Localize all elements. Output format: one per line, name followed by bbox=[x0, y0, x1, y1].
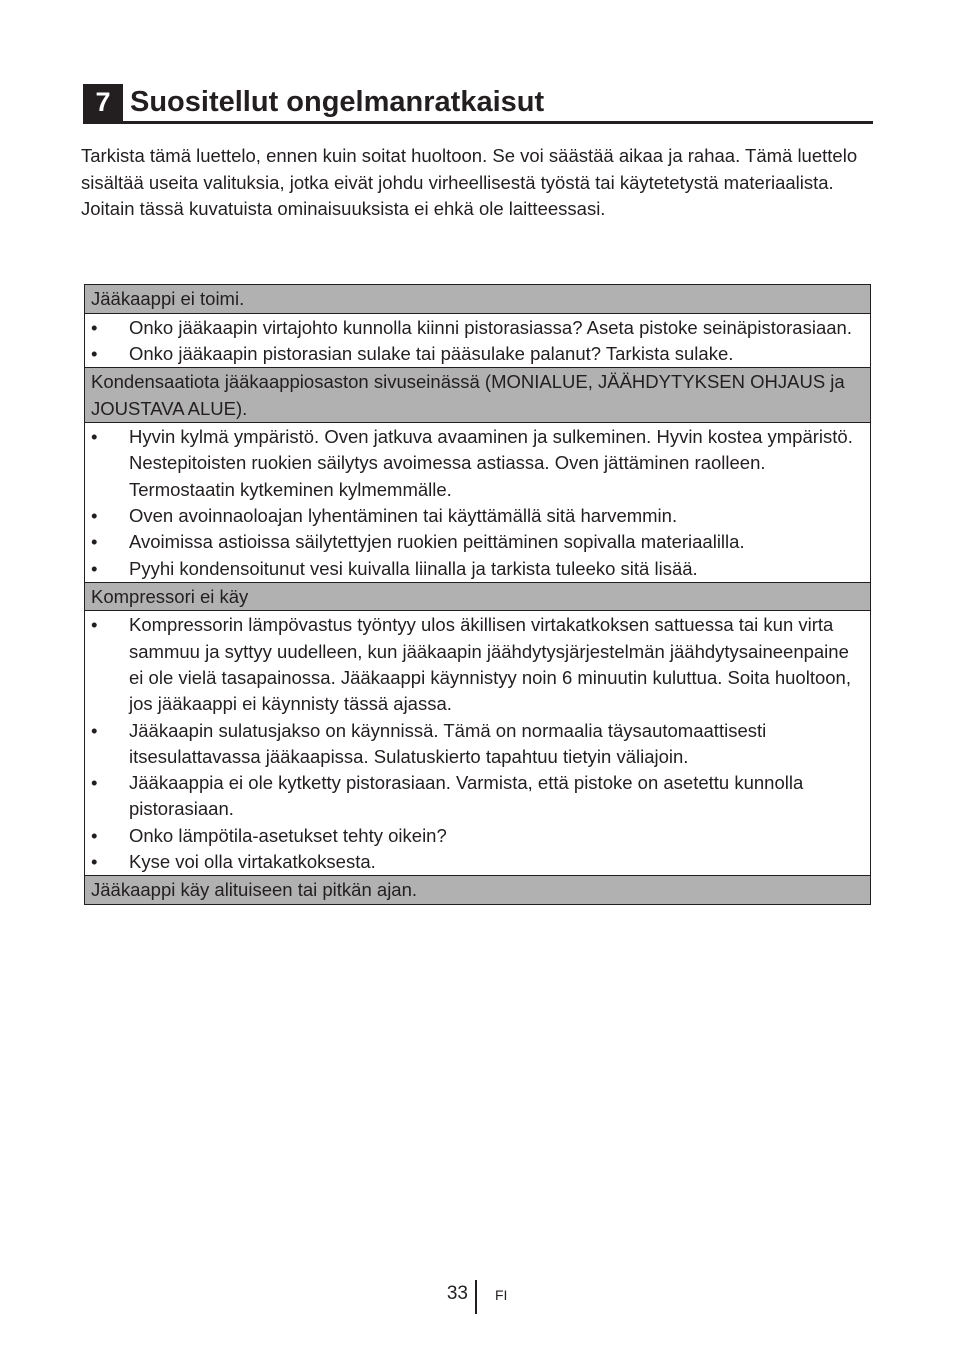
problem-heading: Kompressori ei käy bbox=[85, 582, 871, 611]
solution-item: • Onko jääkaapin pistorasian sulake tai pääsulake palanut? Tarkista sulake. bbox=[85, 341, 862, 367]
problem-heading-row bbox=[85, 285, 871, 314]
section-heading bbox=[83, 84, 873, 124]
problem-solutions-row bbox=[85, 611, 871, 876]
bullet-icon: • bbox=[91, 719, 98, 741]
problem-heading: Kondensaatiota jääkaappiosaston sivuseinässä (MONIALUE, JÄÄHDYTYKSEN OHJAUS ja JOUSTAVA ALUE). bbox=[85, 368, 871, 423]
solution-item: • Hyvin kylmä ympäristö. Oven jatkuva avaaminen ja sulkeminen. Hyvin kostea ympäristö. Nestepitoisten ruokien säilytys avoimessa astiassa. Oven jättäminen raolleen. Termostaatin kytkeminen kylmemmälle. bbox=[91, 426, 853, 500]
solution-item: • Jääkaappia ei ole kytketty pistorasiaan. Varmista, että pistoke on asetettu kunnolla pistorasiaan. bbox=[91, 772, 804, 820]
troubleshooting-table bbox=[84, 284, 871, 905]
section-title: Suositellut ongelmanratkaisut bbox=[130, 86, 545, 118]
page-footer bbox=[0, 1280, 954, 1316]
solution-list bbox=[85, 315, 862, 368]
problem-solutions-row bbox=[85, 313, 871, 368]
solution-item: • Kompressorin lämpövastus työntyy ulos äkillisen virtakatkoksen sattuessa tai kun virta sammuu ja syttyy uudelleen, kun jääkaapin jäähdytysjärjestelmän jäähdytysaineenpaine ei ole vielä tasapainossa. Jääkaappi käynnistyy noin 6 minuutin kuluttua. Soita huoltoon, jos jääkaappi ei käynnisty tässä ajassa. bbox=[91, 614, 851, 715]
bullet-icon: • bbox=[91, 851, 98, 873]
bullet-icon: • bbox=[91, 426, 98, 448]
bullet-icon: • bbox=[91, 614, 98, 636]
problem-heading-row bbox=[85, 876, 871, 905]
solution-item: • Onko jääkaapin virtajohto kunnolla kiinni pistorasiassa? Aseta pistoke seinäpistorasiaan. bbox=[85, 315, 862, 341]
problem-solutions-row bbox=[85, 423, 871, 583]
problem-heading-row bbox=[85, 582, 871, 611]
bullet-icon: • bbox=[91, 772, 98, 794]
bullet-icon: • bbox=[91, 824, 98, 846]
solution-list bbox=[85, 612, 862, 875]
footer-divider bbox=[475, 1280, 477, 1314]
bullet-icon: • bbox=[91, 531, 98, 553]
solution-item: • Avoimissa astioissa säilytettyjen ruokien peittäminen sopivalla materiaalilla. bbox=[85, 529, 862, 555]
bullet-icon: • bbox=[91, 316, 98, 338]
solution-item: • Onko lämpötila-asetukset tehty oikein? bbox=[85, 823, 862, 849]
problem-heading: Jääkaappi ei toimi. bbox=[85, 285, 871, 314]
solution-item: • Pyyhi kondensoitunut vesi kuivalla liinalla ja tarkista tuleeko sitä lisää. bbox=[85, 556, 862, 582]
section-number: 7 bbox=[83, 84, 123, 121]
solution-list bbox=[85, 424, 862, 582]
problem-heading: Jääkaappi käy alituiseen tai pitkän ajan. bbox=[85, 876, 871, 905]
solution-item: • Jääkaapin sulatusjakso on käynnissä. Tämä on normaalia täysautomaattisesti itsesulattavassa jääkaapissa. Sulatuskierto tapahtuu tietyin väliajoin. bbox=[91, 719, 767, 767]
language-code: FI bbox=[495, 1287, 508, 1303]
solution-item: • Oven avoinnaoloajan lyhentäminen tai käyttämällä sitä harvemmin. bbox=[85, 503, 862, 529]
problem-heading-row bbox=[85, 368, 871, 423]
bullet-icon: • bbox=[91, 342, 98, 364]
page-number: 33 bbox=[446, 1283, 468, 1304]
intro-paragraph: Tarkista tämä luettelo, ennen kuin soitat huoltoon. Se voi säästää aikaa ja rahaa. Tämä luettelo sisältää useita valituksia, jotka eivät johdu virheellisestä työstä tai käytetetystä materiaalista. Joitain tässä kuvatuista ominaisuuksista ei ehkä ole laitteessasi. bbox=[81, 145, 858, 219]
solution-item: • Kyse voi olla virtakatkoksesta. bbox=[85, 849, 862, 875]
bullet-icon: • bbox=[91, 504, 98, 526]
bullet-icon: • bbox=[91, 557, 98, 579]
